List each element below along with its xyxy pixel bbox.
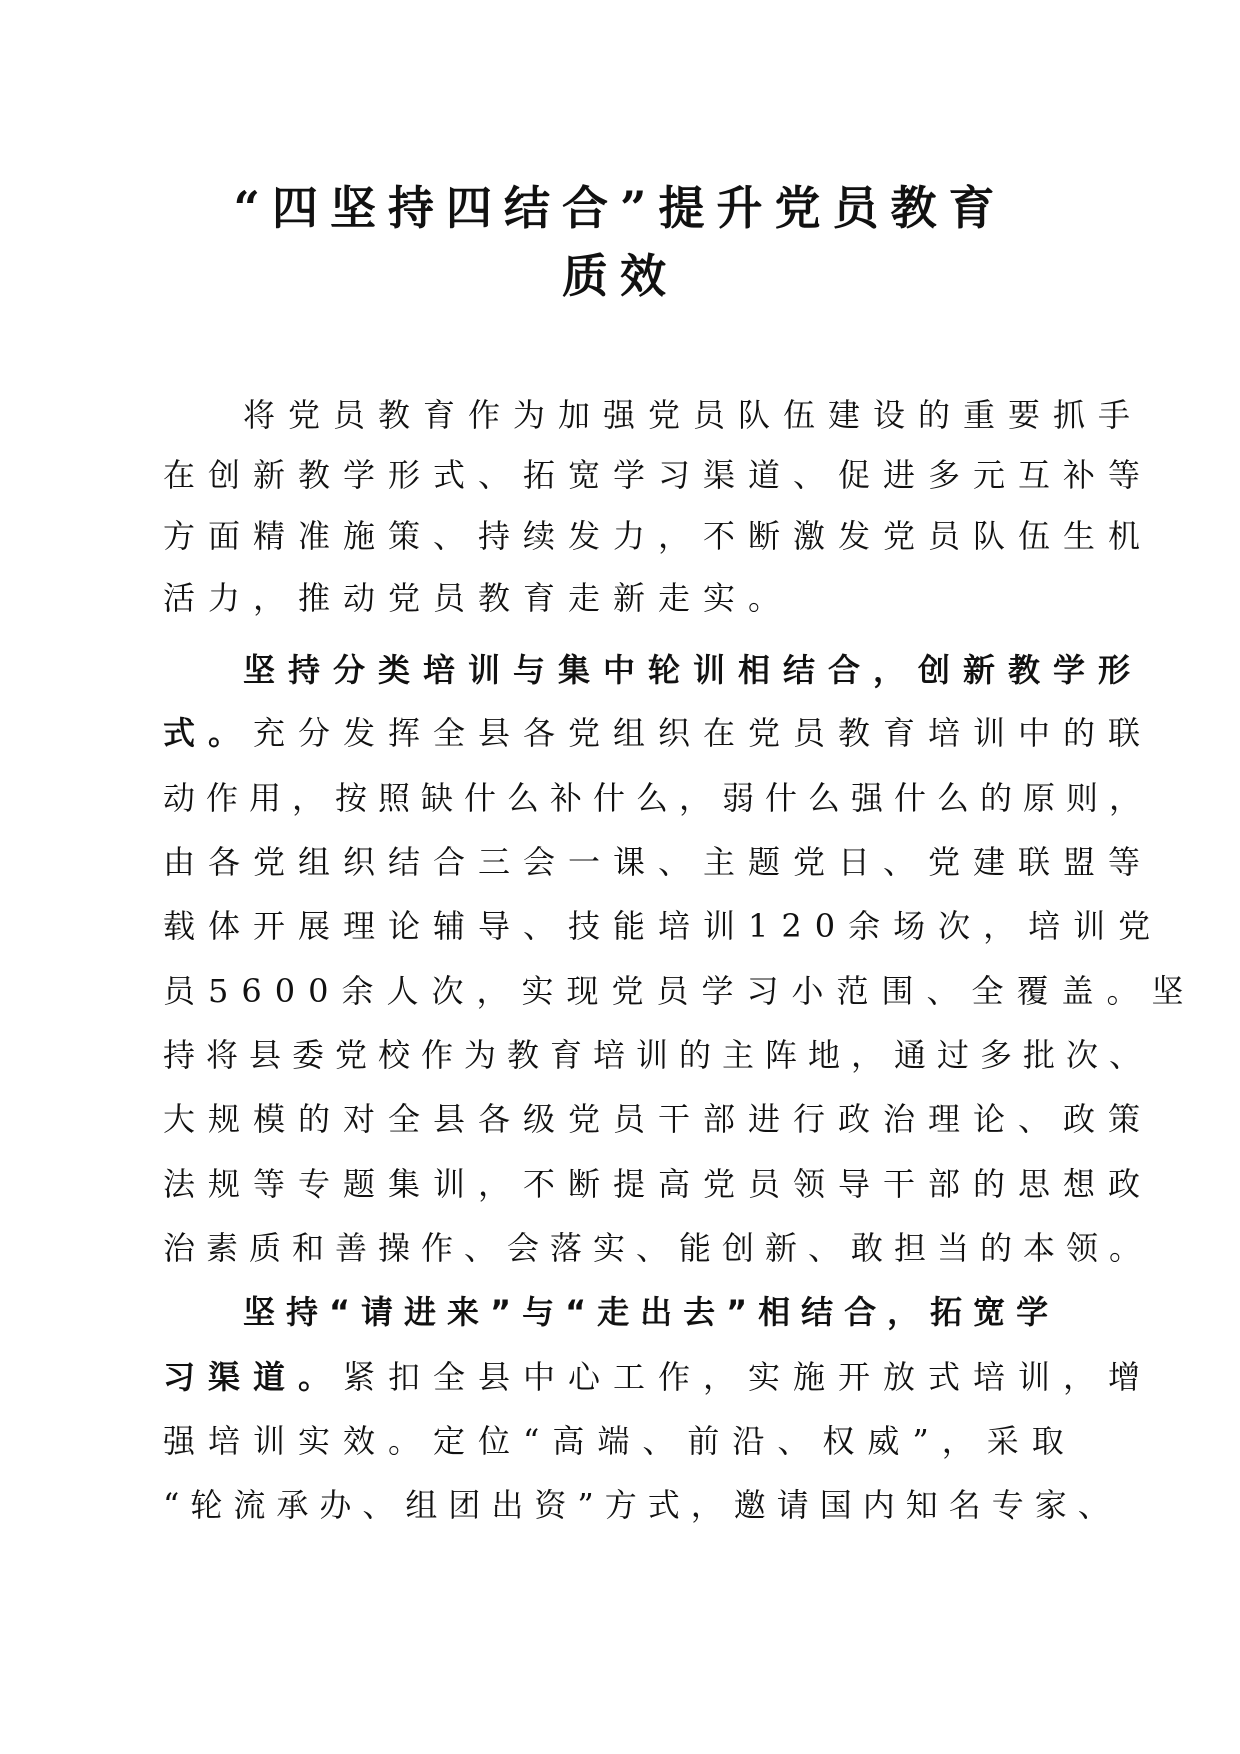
body-text: 治素质和善操作、会落实、能创新、敢担当的本领。 [163, 1229, 1153, 1267]
bold-heading: 坚持分类培训与集中轮训相结合，创新教学形 [243, 651, 1144, 689]
body-text: “轮流承办、组团出资”方式，邀请国内知名专家、 [163, 1486, 1121, 1524]
bold-heading: 式。 [163, 714, 254, 752]
body-line [163, 1421, 1093, 1461]
body-line [163, 1164, 1154, 1204]
body-text: 充分发挥全县各党组织在党员教育培训中的联 [253, 714, 1154, 752]
body-text: 法规等专题集训，不断提高党员领导干部的思想政 [163, 1165, 1154, 1203]
body-line [243, 650, 1144, 690]
body-text: 强培训实效。定位“高端、前沿、权威”，采取 [163, 1422, 1077, 1460]
body-line [163, 778, 1153, 818]
body-text: 活力，推动党员教育走新走实。 [163, 579, 794, 617]
body-text: 大规模的对全县各级党员干部进行政治理论、政策 [163, 1100, 1154, 1138]
body-line [163, 842, 1154, 882]
body-text: 员5600余人次，实现党员学习小范围、全覆盖。坚 [163, 972, 1197, 1010]
body-line [163, 1357, 1154, 1397]
bold-heading: 习渠道。 [163, 1358, 344, 1396]
body-line [243, 395, 1144, 435]
body-line [163, 1099, 1154, 1139]
body-line [163, 1485, 1121, 1525]
body-text: 在创新教学形式、拓宽学习渠道、促进多元互补等 [163, 456, 1154, 494]
bold-heading: 坚持“请进来”与“走出去”相结合，拓宽学 [243, 1293, 1060, 1331]
body-line [163, 455, 1154, 495]
document-title-line-2: 质效 [562, 249, 678, 303]
body-text: 将党员教育作为加强党员队伍建设的重要抓手 [243, 396, 1144, 434]
body-text: 动作用，按照缺什么补什么，弱什么强什么的原则， [163, 779, 1153, 817]
body-text: 由各党组织结合三会一课、主题党日、党建联盟等 [163, 843, 1154, 881]
body-line [163, 516, 1154, 556]
body-text: 方面精准施策、持续发力，不断激发党员队伍生机 [163, 517, 1154, 555]
body-line [243, 1292, 1093, 1332]
body-line [163, 971, 1197, 1011]
body-text: 持将县委党校作为教育培训的主阵地，通过多批次、 [163, 1036, 1153, 1074]
body-text: 紧扣全县中心工作，实施开放式培训，增 [343, 1358, 1154, 1396]
body-line [163, 906, 1164, 946]
document-title-line-1: “四坚持四结合”提升党员教育 [233, 181, 1007, 235]
body-line [163, 578, 1093, 618]
body-text: 载体开展理论辅导、技能培训120余场次，培训党 [163, 907, 1164, 945]
body-line [163, 1228, 1153, 1268]
body-line [163, 1035, 1153, 1075]
body-line [163, 713, 1154, 753]
